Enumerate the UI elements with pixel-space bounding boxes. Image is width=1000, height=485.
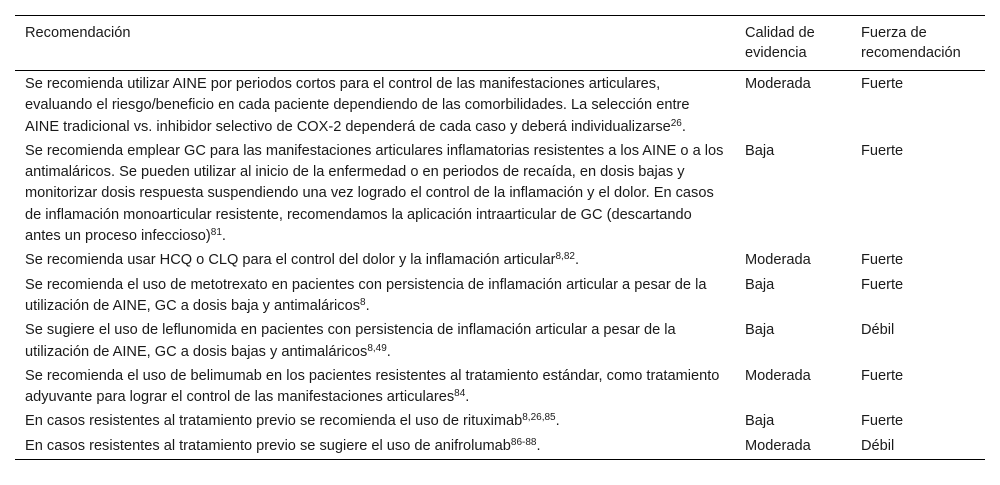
recommendation-text: Se recomienda utilizar AINE por periodos cortos para el control de las manifestaciones articulares, evaluando el riesgo/beneficio en cada paciente dependiendo de las comorbilidades. La selección entre AINE tradicional vs. inhibidor selectivo de COX-2 dependerá de cada caso y deberá individualizarse [25,76,690,135]
recommendation-cell [15,140,735,249]
evidence-quality-cell: Moderada [745,367,811,384]
header-recommendation-strength: Fuerza de recomendación [861,25,961,61]
table-row [15,249,985,273]
table-row [15,274,985,320]
reference-superscript: 81 [210,227,222,239]
table-header [15,16,985,71]
recommendation-cell [15,319,735,365]
recommendations-table-container [15,15,985,460]
recommendation-strength-cell: Fuerte [861,252,904,269]
recommendation-text: En casos resistentes al tratamiento previo se sugiere el uso de anifrolumab [25,437,511,454]
recommendation-text: En casos resistentes al tratamiento previo se recomienda el uso de rituximab [25,413,523,430]
evidence-quality-cell: Baja [745,142,775,159]
evidence-quality-cell: Moderada [745,76,811,92]
table-row [15,435,985,460]
recommendation-text: Se recomienda usar HCQ o CLQ para el control del dolor y la inflamación articular [25,252,556,269]
recommendation-text: Se recomienda el uso de belimumab en los pacientes resistentes al tratamiento estándar, como tratamiento adyuvante para lograr el control de las manifestaciones articulares [25,367,720,406]
reference-superscript: 86-88 [510,436,537,448]
reference-superscript: 8 [360,296,366,308]
sentence-end: . [536,437,541,454]
header-evidence-quality: Calidad de evidencia [745,25,815,61]
recommendation-strength-cell: Débil [861,437,895,454]
sentence-end: . [365,297,370,314]
recommendation-strength-cell: Fuerte [861,76,904,92]
table-body [15,71,985,460]
table-row [15,365,985,411]
recommendation-cell [15,249,735,273]
sentence-end: . [221,228,226,245]
table-row [15,140,985,249]
recommendation-strength-cell: Fuerte [861,142,904,159]
recommendation-cell [15,435,735,460]
recommendations-table [15,15,985,460]
recommendation-cell [15,410,735,434]
sentence-end: . [465,389,470,406]
recommendation-cell [15,274,735,320]
evidence-quality-cell: Baja [745,322,775,339]
table-row [15,410,985,434]
reference-superscript: 84 [454,388,466,400]
table-row [15,71,985,140]
reference-superscript: 8,49 [367,342,387,354]
reference-superscript: 8,26,85 [522,412,556,424]
header-row [15,16,985,71]
header-recommendation: Recomendación [25,25,131,41]
table-row [15,319,985,365]
evidence-quality-cell: Moderada [745,437,811,454]
evidence-quality-cell: Moderada [745,252,811,269]
recommendation-cell [15,365,735,411]
evidence-quality-cell: Baja [745,413,775,430]
evidence-quality-cell: Baja [745,276,775,293]
reference-superscript: 26 [670,117,682,129]
recommendation-text: Se recomienda el uso de metotrexato en pacientes con persistencia de inflamación articular a pesar de la utilización de AINE, GC a dosis baja y antimaláricos [25,276,707,314]
recommendation-text: Se sugiere el uso de leflunomida en pacientes con persistencia de inflamación articular a pesar de la utilización de AINE, GC a dosis bajas y antimaláricos [25,322,676,360]
sentence-end: . [681,118,686,135]
recommendation-strength-cell: Fuerte [861,276,904,293]
recommendation-text: Se recomienda emplear GC para las manifestaciones articulares inflamatorias resistentes a los AINE o a los antimaláricos. Se pueden utilizar al inicio de la enfermedad o en periodos de recaída, en dosis bajas y monitorizar dosis respuesta suspendiendo una vez logrado el control de la inflamación y el dolor. En casos de inflamación monoarticular resistente, recomendamos la aplicación intraarticular de GC (descartando antes un proceso infeccioso) [25,142,724,245]
sentence-end: . [574,252,580,269]
recommendation-strength-cell: Fuerte [861,413,904,430]
recommendation-cell [15,71,735,140]
recommendation-strength-cell: Fuerte [861,367,904,384]
sentence-end: . [555,413,560,430]
reference-superscript: 8,82 [555,251,575,263]
recommendation-strength-cell: Débil [861,322,895,339]
sentence-end: . [386,343,391,360]
